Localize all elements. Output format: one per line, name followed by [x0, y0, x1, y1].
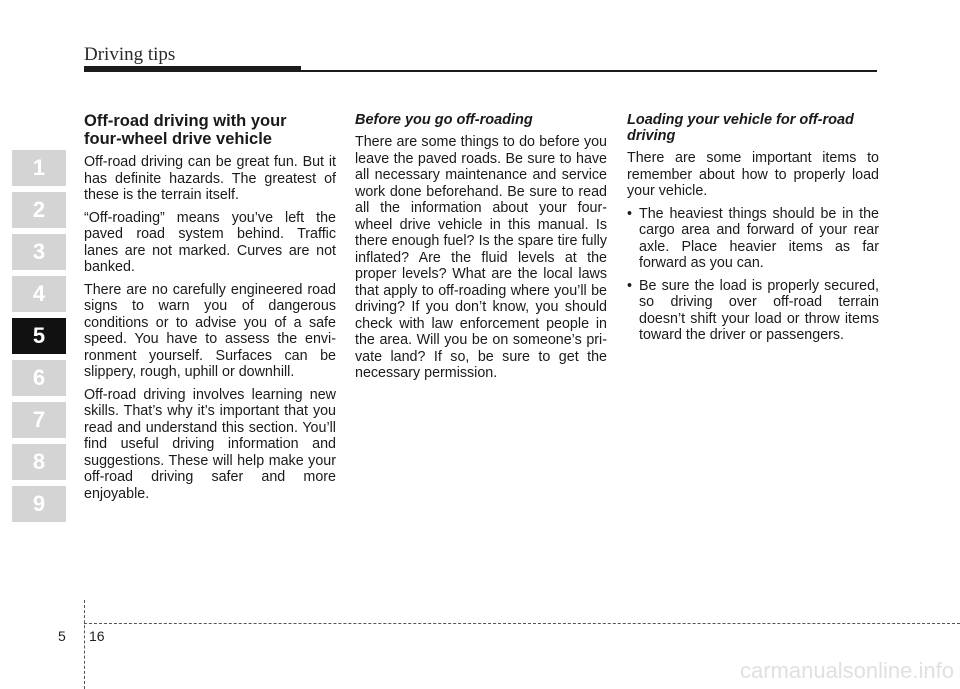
footer-rule: [84, 623, 960, 624]
heading-line: Off-road driving with your: [84, 112, 287, 130]
section-heading-loading-vehicle: [627, 112, 879, 144]
page-number: 16: [89, 628, 105, 644]
footer-vertical-rule: [84, 600, 85, 689]
section-heading-before-offroading: Before you go off-roading: [355, 112, 533, 128]
list-item-text: The heaviest things should be in the cargo area and forward of your rear axle. Place heavier items as far forward as you can.: [639, 205, 879, 271]
column-before-offroading: [355, 112, 607, 388]
page-header-title: Driving tips: [84, 44, 176, 65]
list-item-text: Be sure the load is properly secured, so driving over off-road terrain doesn’t shift your load or throw items toward the driver or passengers.: [639, 277, 879, 343]
bullet-list: [627, 206, 879, 344]
chapter-tab-3[interactable]: 3: [12, 234, 66, 270]
list-item: [627, 278, 879, 344]
paragraph: There are some important items to remember about how to properly load your vehicle.: [627, 150, 879, 199]
page-chapter-number: 5: [58, 628, 66, 644]
header-rule-thin: [301, 70, 877, 72]
list-item: [627, 206, 879, 272]
paragraph: Off-road driving involves learning new skills. That’s why it’s important that you read and understand this section. You’ll find useful driving information and suggestions. These will help make your off-road driving safer and more enjoyable.: [84, 386, 336, 502]
bullet-icon: •: [627, 277, 633, 294]
paragraph: There are some things to do before you leave the paved roads. Be sure to have all necessary maintenance and service work done beforehand. Be sure to read all the information about your four-wheel drive vehicle in this manual. Is there enough fuel? Is the spare tire fully inflated? Are the fluid levels at the proper levels? What are the local laws that apply to off-roading where you’ll be driving? If you don’t know, you should check with law enforcement people in the area. Will you be on someone’s pri-vate land? If so, be sure to get the necessary permission.: [355, 134, 607, 381]
chapter-tab-1[interactable]: 1: [12, 150, 66, 186]
chapter-tab-2[interactable]: 2: [12, 192, 66, 228]
chapter-tab-5[interactable]: 5: [12, 318, 66, 354]
header-rule-thick: [84, 66, 301, 72]
chapter-tab-7[interactable]: 7: [12, 402, 66, 438]
column-loading-vehicle: [627, 112, 879, 350]
heading-line: Loading your vehicle for off-road: [627, 112, 854, 128]
bullet-icon: •: [627, 205, 633, 222]
chapter-tabs: [12, 150, 66, 528]
chapter-tab-8[interactable]: 8: [12, 444, 66, 480]
chapter-tab-9[interactable]: 9: [12, 486, 66, 522]
watermark: carmanualsonline.info: [739, 658, 954, 683]
section-heading-offroad-driving: [84, 112, 336, 148]
column-offroad-intro: [84, 112, 336, 508]
chapter-tab-6[interactable]: 6: [12, 360, 66, 396]
paragraph: Off-road driving can be great fun. But it has definite hazards. The greatest of these is the terrain itself.: [84, 154, 336, 203]
heading-line: driving: [627, 128, 676, 144]
chapter-tab-4[interactable]: 4: [12, 276, 66, 312]
heading-line: four-wheel drive vehicle: [84, 130, 272, 148]
paragraph: “Off-roading” means you’ve left the paved road system behind. Traffic lanes are not marked. Curves are not banked.: [84, 209, 336, 275]
paragraph: There are no carefully engineered road signs to warn you of dangerous conditions or to advise you of a safe speed. You have to assess the envi-ronment yourself. Surfaces can be slippery, rough, uphill or downhill.: [84, 281, 336, 380]
